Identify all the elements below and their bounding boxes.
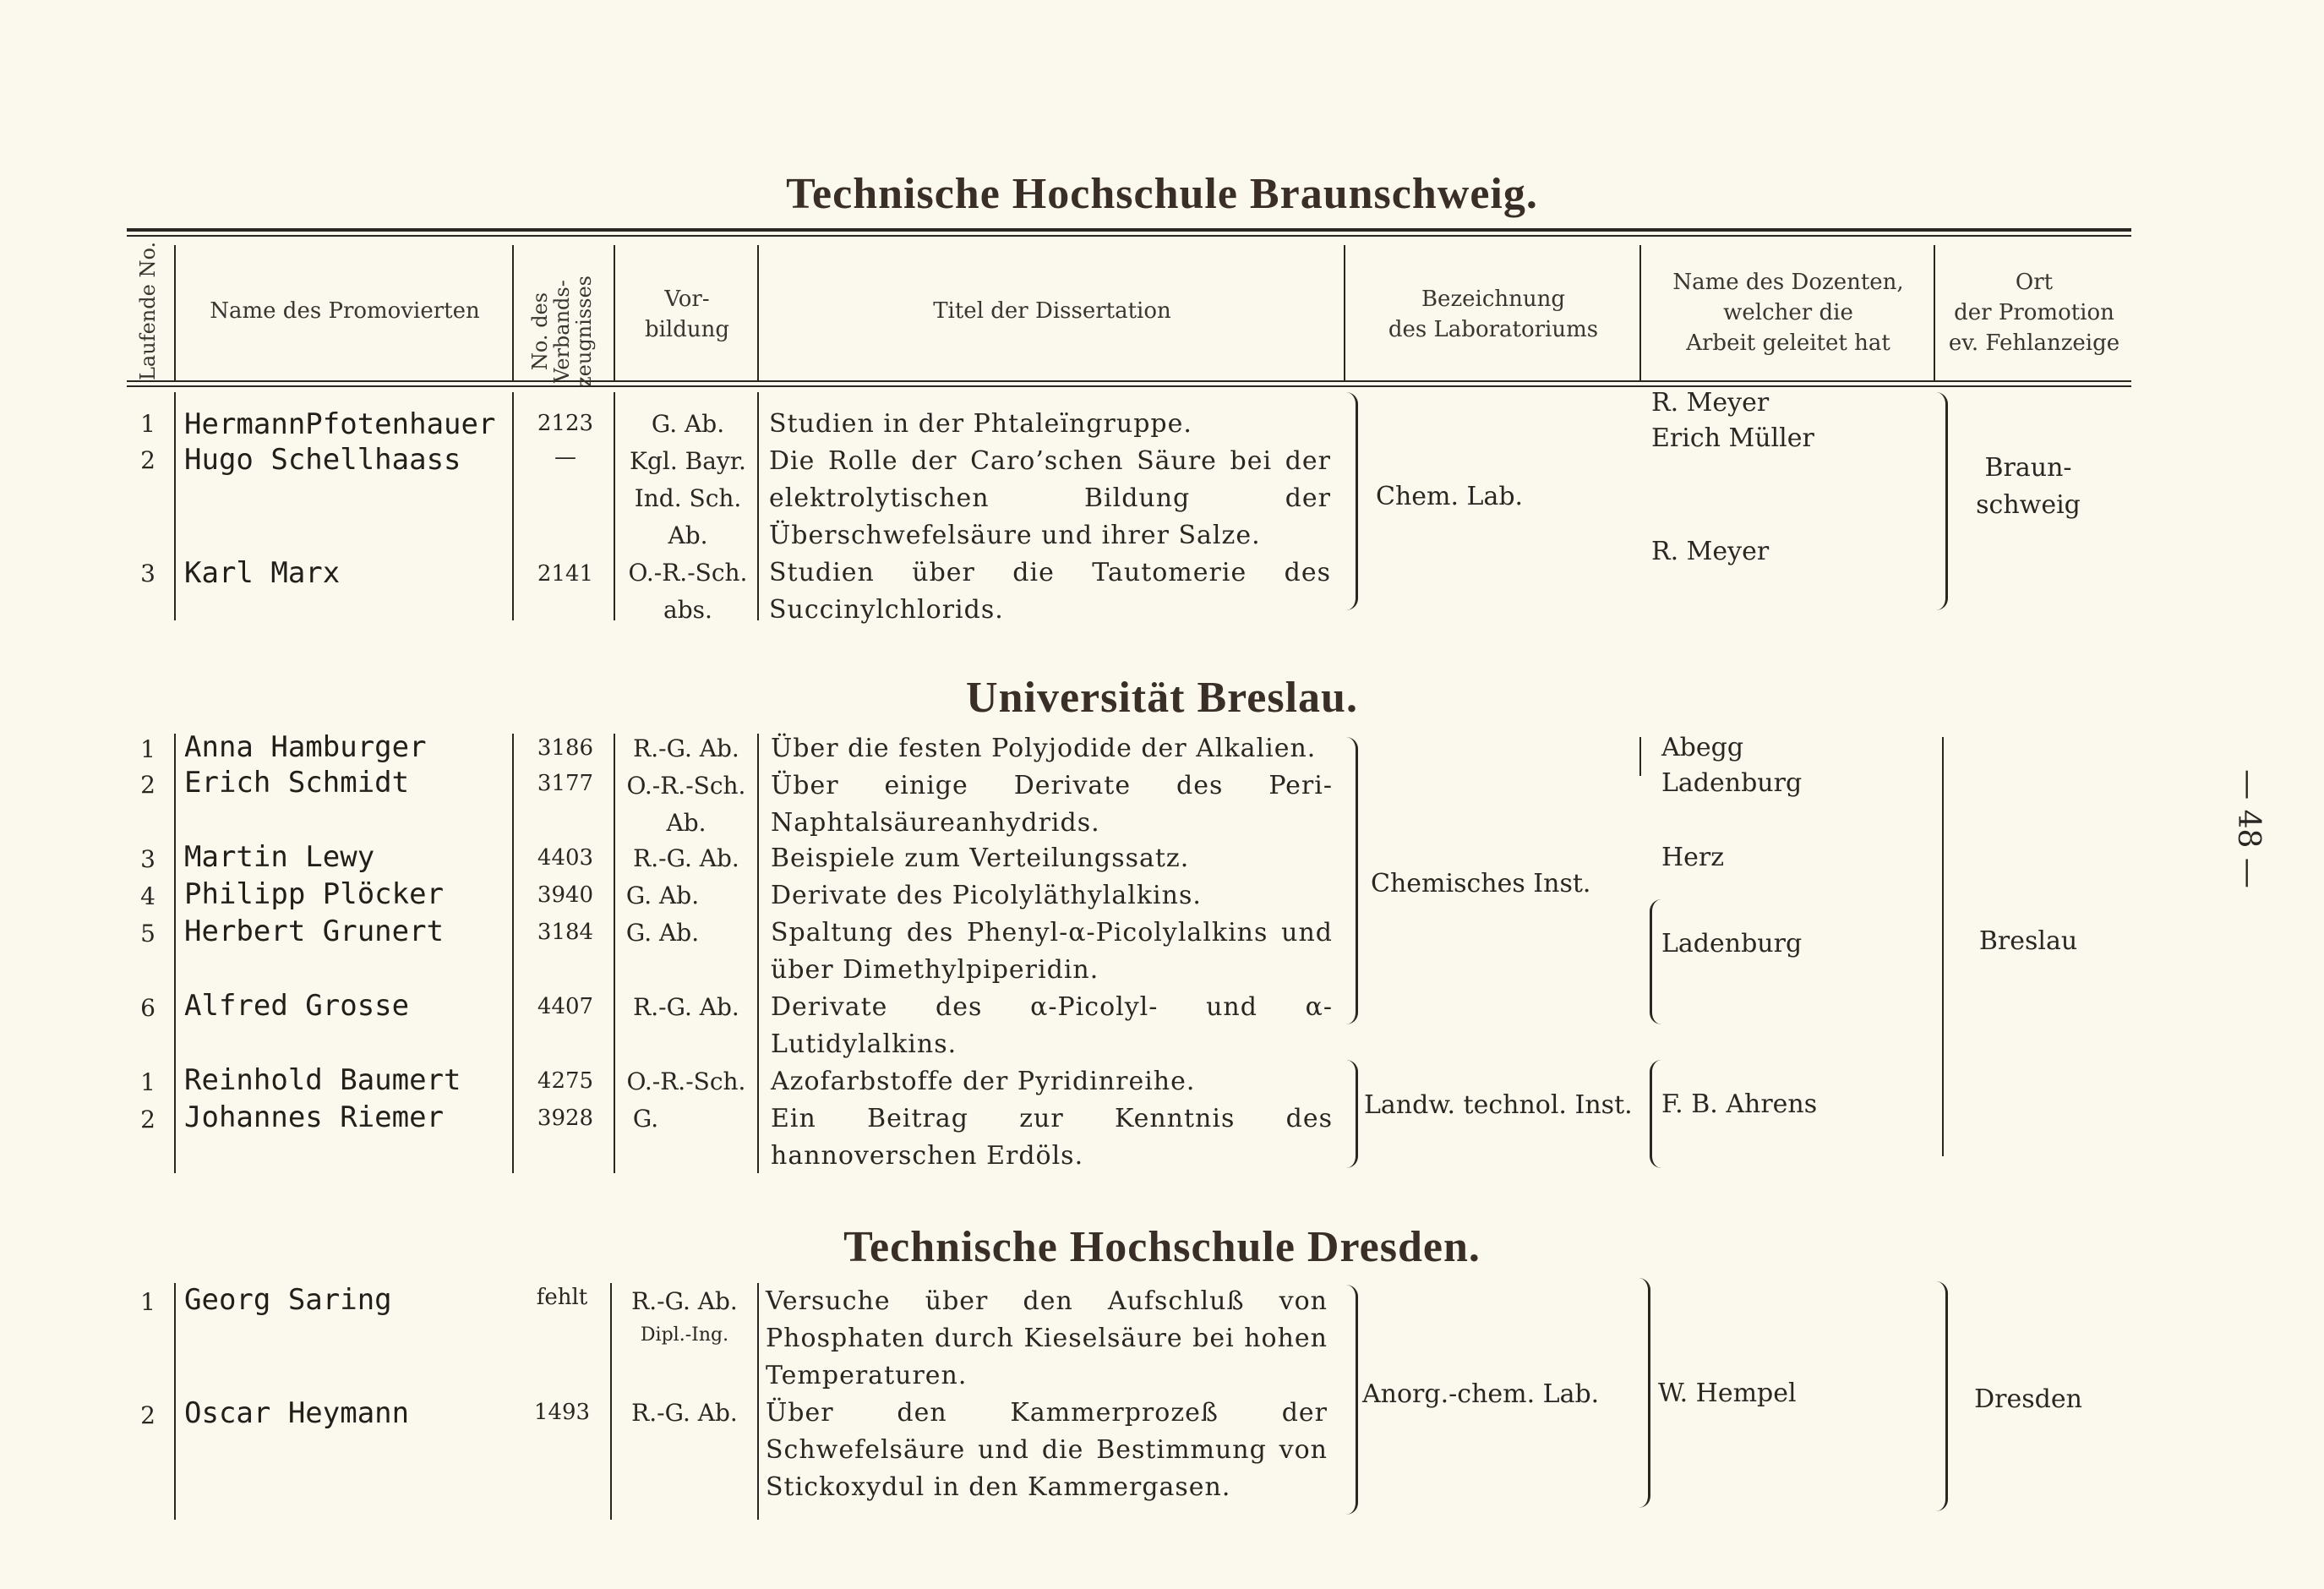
header-col-sep [614,245,615,380]
col-sep [174,392,176,620]
header-name: Name des Promovierten [210,298,480,324]
row-number: 1 [140,735,155,763]
vorbildung: R.-G. Ab. [633,993,739,1021]
certificate-number: 4403 [537,845,594,871]
dissertation-title: Ein Beitrag zur Kenntnis des hannoverschen Erdöls. [771,1104,1333,1171]
student-name: Georg Saring [184,1283,392,1317]
certificate-number: 3940 [537,882,594,908]
supervisor: R. Meyer [1651,388,1770,418]
vorbildung: G. [632,1105,659,1133]
header-col-sep [757,245,759,380]
supervisor: F. B. Ahrens [1661,1089,1818,1119]
section-title-breslau: Universität Breslau. [966,674,1358,722]
dissertation-title: Derivate des α-Picolyl- und α-Lutidylalkins. [771,992,1333,1059]
vorbildung: R.-G. Ab. [631,1287,738,1315]
vorbildung: O.-R.-Sch. abs. [628,559,748,624]
student-name: Alfred Grosse [184,989,410,1023]
header-laboratorium: Bezeichnung des Laboratoriums [1388,287,1599,342]
section-title-dresden: Technische Hochschule Dresden. [843,1223,1481,1271]
certificate-number: — [554,445,576,470]
vorbildung: R.-G. Ab. [633,844,739,872]
row-number: 2 [140,1106,155,1133]
student-name: Hugo Schellhaass [184,443,461,477]
header-col-sep [1639,245,1641,380]
dissertation-title: Spaltung des Phenyl-α-Picolylalkins und über Dimethylpiperidin. [771,918,1333,985]
dissertation-title: Über die festen Polyjodide der Alkalien. [771,734,1317,763]
group-brace [1344,1060,1358,1168]
header-bottom-rule-thin [127,385,2131,387]
certificate-number: 3186 [537,735,594,761]
row-number: 1 [140,1068,155,1096]
page-number: — 48 — [2230,769,2266,888]
header-vorbildung: Vor- bildung [644,287,730,342]
dissertation-title: Über den Kammerprozeß der Schwefelsäure und die Bestimmung von Stickoxydul in den Kammergasen. [766,1398,1328,1502]
student-name: Anna Hamburger [184,730,427,764]
vorbildung: G. Ab. [625,919,700,947]
laboratory: Chem. Lab. [1376,482,1524,511]
student-name: HermannPfotenhauer [184,407,496,441]
supervisor: Ladenburg [1661,929,1803,958]
certificate-number: 2123 [537,411,594,436]
group-brace [1344,392,1358,610]
certificate-number: 4275 [537,1068,594,1094]
vorbildung: Kgl. Bayr. Ind. Sch. Ab. [630,447,746,549]
row-number: 5 [140,920,155,947]
vorbildung: G. Ab. [625,882,700,909]
row-number: 4 [140,882,155,910]
supervisor: R. Meyer [1651,537,1770,566]
row-number: 2 [140,446,155,474]
header-dozent: Name des Dozenten, welcher die Arbeit geleitet hat [1672,270,1904,356]
dissertation-title: Studien über die Tautomerie des Succinylchlorids. [769,558,1331,625]
supervisor: Ladenburg [1661,768,1803,798]
vorbildung: R.-G. Ab. [631,1399,738,1427]
row-number: 1 [140,1288,155,1316]
certificate-number: 4407 [537,994,594,1019]
col-sep [614,392,615,620]
vorbildung-diploma: Dipl.-Ing. [640,1324,729,1346]
col-sep [757,1283,759,1520]
certificate-number: 3177 [537,771,594,796]
promotion-place: Breslau [1978,926,2078,956]
certificate-number: fehlt [536,1285,588,1310]
dissertation-title: Über einige Derivate des Peri-Naphtalsäureanhydrids. [771,771,1333,838]
supervisor: Herz [1661,843,1725,872]
supervisor: W. Hempel [1658,1379,1797,1408]
certificate-number: 3184 [537,920,594,945]
dissertation-title: Derivate des Picolyläthylalkins. [771,881,1202,910]
certificate-number: 3928 [537,1106,594,1131]
header-top-rule [127,228,2131,232]
dissertation-title: Studien in der Phtaleïngruppe. [769,409,1192,439]
col-sep [512,392,514,620]
vorbildung: G. Ab. [651,410,725,438]
student-name: Philipp Plöcker [184,877,445,911]
dissertation-title: Versuche über den Aufschluß von Phosphaten durch Kieselsäure bei hohen Temperaturen. [766,1286,1328,1390]
row-number: 3 [140,845,155,873]
student-name: Oscar Heymann [184,1396,410,1430]
laboratory: Landw. technol. Inst. [1364,1090,1633,1120]
col-sep [174,1283,176,1520]
group-brace [1344,737,1358,1024]
dissertation-title: Beispiele zum Verteilungssatz. [771,844,1190,873]
group-brace [1650,899,1664,1024]
vorbildung: R.-G. Ab. [633,734,739,762]
col-sep [174,734,176,1173]
student-name: Karl Marx [184,556,341,590]
student-name: Reinhold Baumert [184,1063,461,1097]
col-sep [757,734,759,1173]
header-col-sep [174,245,176,380]
header-top-rule-thin [127,235,2131,237]
supervisor: Abegg [1661,733,1744,762]
promotion-place: Braun- schweig [1976,453,2081,520]
promotion-place: Dresden [1974,1384,2082,1414]
row-number: 6 [140,994,155,1022]
laboratory: Anorg.-chem. Lab. [1362,1379,1600,1409]
student-name: Johannes Riemer [184,1100,445,1134]
student-name: Martin Lewy [184,840,375,874]
col-sep [512,734,514,1173]
vorbildung: O.-R.-Sch. [626,1068,746,1095]
header-col-sep [1344,245,1345,380]
header-col-sep [512,245,514,380]
group-brace [1636,1278,1650,1508]
header-bottom-rule [127,380,2131,382]
row-number: 2 [140,1401,155,1429]
vorbildung: O.-R.-Sch. Ab. [626,772,746,837]
student-name: Herbert Grunert [184,915,445,948]
group-brace [1344,1285,1358,1515]
col-sep [1639,737,1641,776]
dissertation-title: Azofarbstoffe der Pyridinreihe. [771,1067,1196,1096]
header-verbandsnr: No. des Verbands-zeugnisses [528,276,596,387]
row-number: 3 [140,560,155,587]
certificate-number: 2141 [537,561,594,587]
supervisor: Erich Müller [1651,423,1814,453]
header-ort: Ort der Promotion ev. Fehlanzeige [1948,270,2120,356]
laboratory: Chemisches Inst. [1371,869,1591,898]
row-number: 2 [140,771,155,799]
row-number: 1 [140,410,155,438]
header-titel: Titel der Dissertation [933,298,1171,324]
col-sep [610,1283,612,1520]
header-laufende: Laufende No. [136,241,160,380]
certificate-number: 1493 [533,1400,591,1425]
student-name: Erich Schmidt [184,766,410,800]
dissertation-title: Die Rolle der Caro’schen Säure bei der elektrolytischen Bildung der Überschwefelsäure und ihrer Salze. [769,446,1331,550]
section-title-braunschweig: Technische Hochschule Braunschweig. [786,170,1538,218]
header-col-sep [1934,245,1935,380]
